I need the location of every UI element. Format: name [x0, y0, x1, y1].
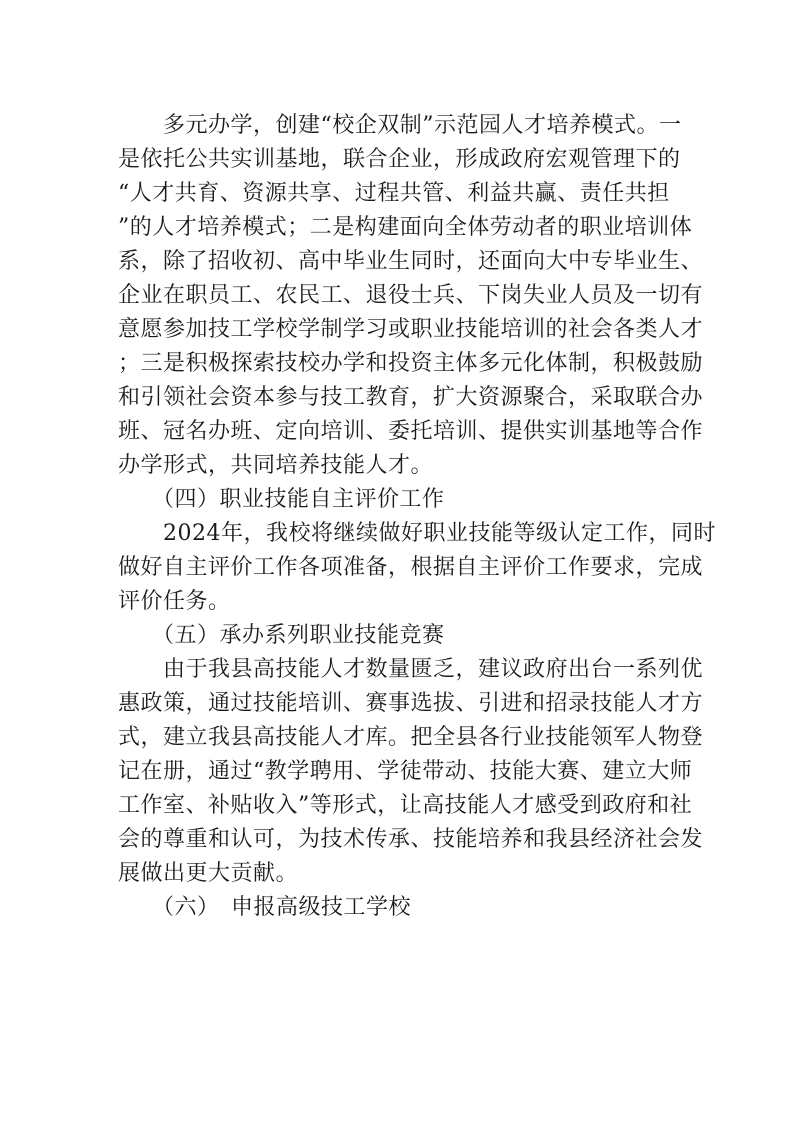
section-heading-4: （四）职业技能自主评价工作: [118, 487, 445, 512]
text-line: 由于我县高技能人才数量匮乏，建议政府出台一系列优: [118, 657, 704, 682]
text-line: 办学形式，共同培养技能人才。: [118, 453, 434, 478]
text-line: 是依托公共实训基地，联合企业，形成政府宏观管理下的: [118, 147, 681, 172]
text-line: 记在册，通过“教学聘用、学徒带动、技能大赛、建立大师: [118, 759, 693, 784]
text-line: 和引领社会资本参与技工教育，扩大资源聚合，采取联合办: [118, 385, 704, 410]
text-line: 式，建立我县高技能人才库。把全县各行业技能领军人物登: [118, 725, 704, 750]
text-line: 班、冠名办班、定向培训、委托培训、提供实训基地等合作: [118, 419, 704, 444]
text-line: 做好自主评价工作各项准备，根据自主评价工作要求，完成: [118, 555, 704, 580]
text-line: ”的人才培养模式；二是构建面向全体劳动者的职业培训体: [118, 215, 693, 240]
text-line: 惠政策，通过技能培训、赛事选拔、引进和招录技能人才方: [118, 691, 704, 716]
text-line: 意愿参加技工学校学制学习或职业技能培训的社会各类人才: [118, 317, 704, 342]
text-line: 系，除了招收初、高中毕业生同时，还面向大中专毕业生、: [118, 249, 704, 274]
text-line: 企业在职员工、农民工、退役士兵、下岗失业人员及一切有: [118, 283, 704, 308]
section-heading-5: （五）承办系列职业技能竞赛: [118, 623, 445, 648]
section-heading-6: （六） 申报高级技工学校: [118, 895, 412, 920]
text-line: 工作室、补贴收入”等形式，让高技能人才感受到政府和社: [118, 793, 693, 818]
text-line: 2024年，我校将继续做好职业技能等级认定工作，同时: [118, 521, 716, 546]
text-line: 会的尊重和认可，为技术传承、技能培养和我县经济社会发: [118, 827, 704, 852]
text-line: 展做出更大贡献。: [118, 861, 299, 886]
text-line: ；三是积极探索技校办学和投资主体多元化体制，积极鼓励: [118, 351, 704, 376]
text-line: 评价任务。: [118, 589, 231, 614]
text-line: “人才共育、资源共享、过程共管、利益共赢、责任共担: [118, 181, 670, 206]
text-line: 多元办学，创建“校企双制”示范园人才培养模式。一: [118, 113, 682, 138]
